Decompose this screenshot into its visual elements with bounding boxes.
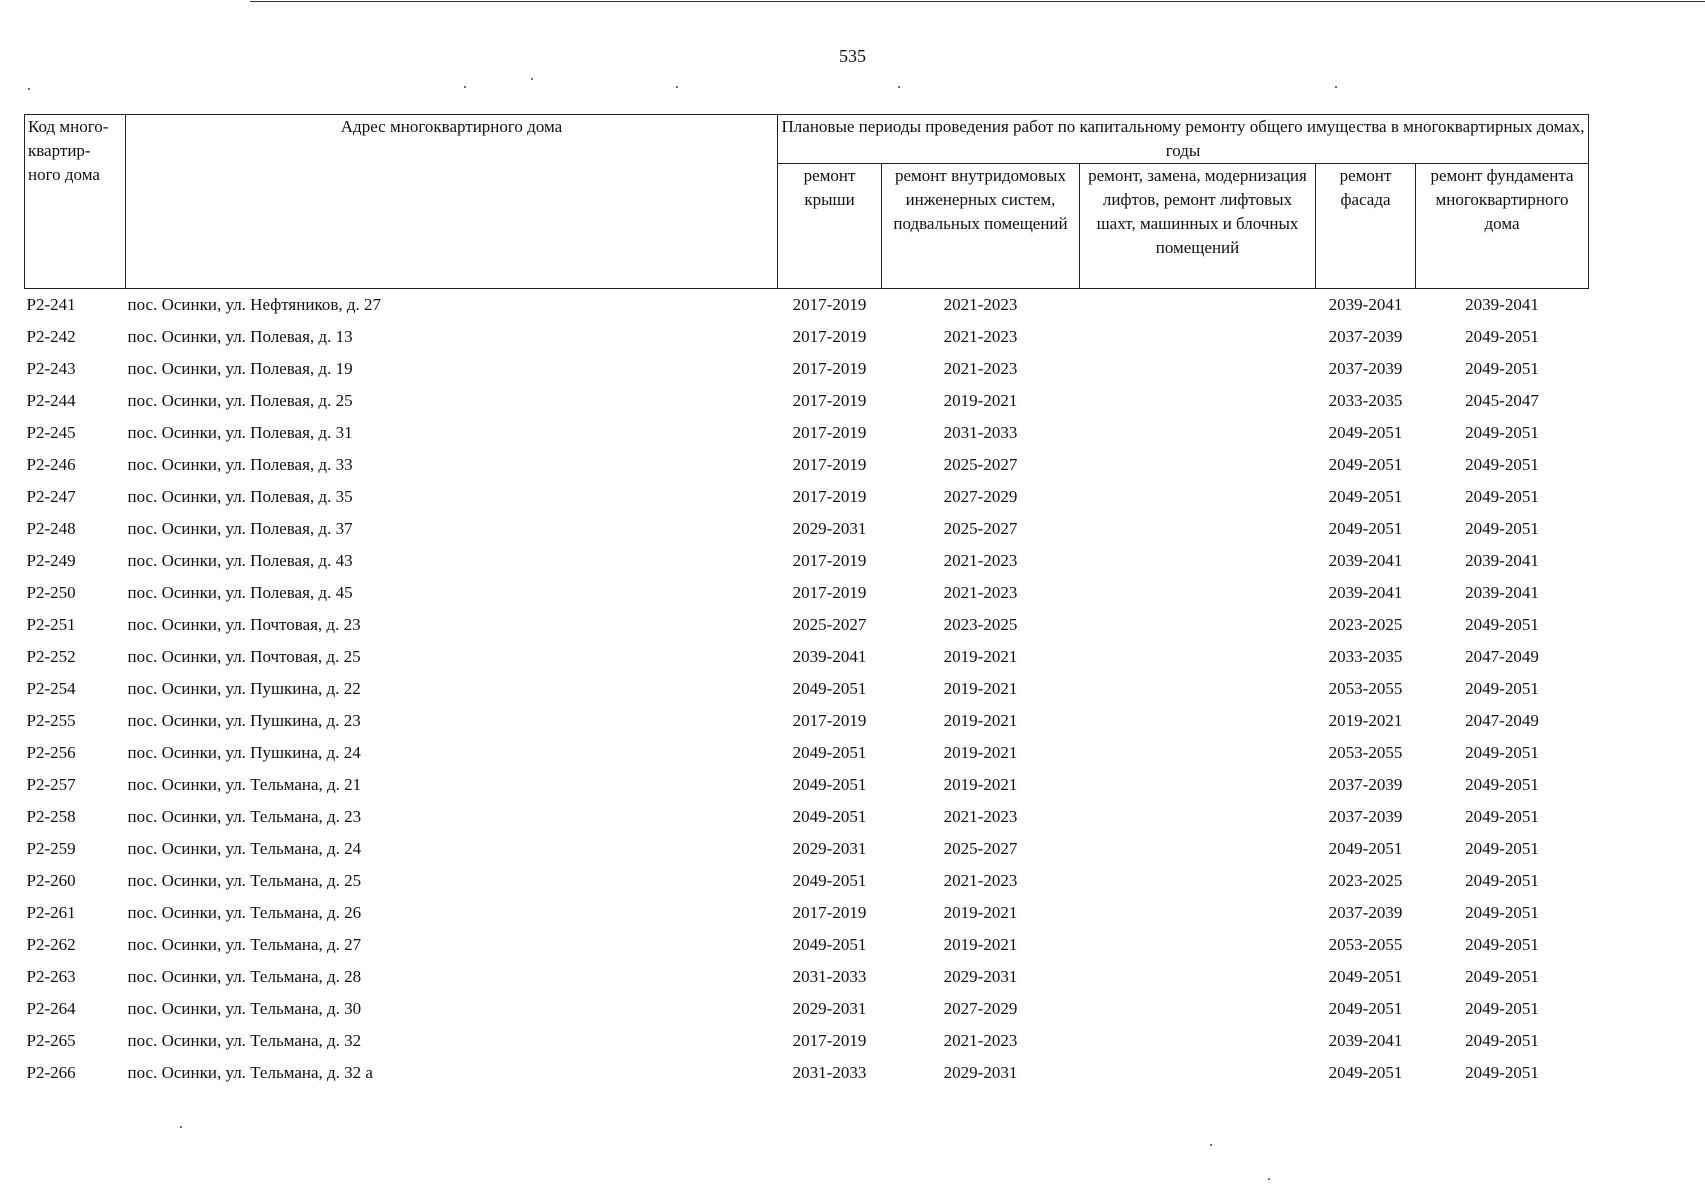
building-code-cell: Р2-250 <box>26 583 76 602</box>
foundation-period-cell: 2049-2051 <box>1465 327 1539 346</box>
facade-period-cell: 2053-2055 <box>1328 935 1403 954</box>
foundation-period-cell: 2049-2051 <box>1465 455 1539 474</box>
scan-speck <box>676 86 678 88</box>
roof-period-cell: 2017-2019 <box>792 359 867 378</box>
building-code-cell: Р2-249 <box>26 551 76 570</box>
building-code-cell: Р2-248 <box>26 519 76 538</box>
building-code-cell: Р2-255 <box>26 711 76 730</box>
engineering-period-cell: 2021-2023 <box>943 295 1018 314</box>
lift-period-cell <box>1080 705 1316 737</box>
roof-period-cell: 2031-2033 <box>792 967 867 986</box>
facade-period-cell: 2049-2051 <box>1328 455 1403 474</box>
roof-period-cell: 2049-2051 <box>792 935 867 954</box>
address-cell: пос. Осинки, ул. Пушкина, д. 24 <box>127 743 361 762</box>
engineering-period-cell: 2019-2021 <box>943 903 1018 922</box>
lift-period-cell <box>1080 641 1316 673</box>
lift-period-cell <box>1080 417 1316 449</box>
engineering-period-cell: 2021-2023 <box>943 871 1018 890</box>
address-cell: пос. Осинки, ул. Полевая, д. 33 <box>127 455 353 474</box>
lift-period-cell <box>1080 961 1316 993</box>
engineering-period-cell: 2021-2023 <box>943 551 1018 570</box>
lift-period-cell <box>1080 1025 1316 1057</box>
building-code-cell: Р2-256 <box>26 743 76 762</box>
facade-period-cell: 2019-2021 <box>1328 711 1403 730</box>
foundation-period-cell: 2049-2051 <box>1465 679 1539 698</box>
foundation-period-cell: 2045-2047 <box>1465 391 1539 410</box>
header-foundation-repair: ремонт фундамента многоквартирного дома <box>1416 164 1589 289</box>
foundation-period-cell: 2049-2051 <box>1465 807 1539 826</box>
foundation-period-cell: 2049-2051 <box>1465 423 1539 442</box>
lift-period-cell <box>1080 993 1316 1025</box>
header-roof-repair: ремонт крыши <box>778 164 882 289</box>
scan-speck <box>464 86 466 88</box>
address-cell: пос. Осинки, ул. Тельмана, д. 27 <box>127 935 362 954</box>
engineering-period-cell: 2025-2027 <box>943 455 1018 474</box>
foundation-period-cell: 2049-2051 <box>1465 935 1539 954</box>
building-code-cell: Р2-259 <box>26 839 76 858</box>
facade-period-cell: 2049-2051 <box>1328 967 1403 986</box>
roof-period-cell: 2049-2051 <box>792 807 867 826</box>
facade-period-cell: 2049-2051 <box>1328 423 1403 442</box>
engineering-period-cell: 2025-2027 <box>943 519 1018 538</box>
facade-period-cell: 2039-2041 <box>1328 583 1403 602</box>
table-row <box>25 641 1589 673</box>
address-cell: пос. Осинки, ул. Тельмана, д. 32 а <box>127 1063 373 1082</box>
foundation-period-cell: 2049-2051 <box>1465 519 1539 538</box>
address-cell: пос. Осинки, ул. Полевая, д. 35 <box>127 487 353 506</box>
engineering-period-cell: 2023-2025 <box>943 615 1018 634</box>
table-row <box>25 577 1589 609</box>
table-row <box>25 993 1589 1025</box>
scan-speck <box>531 78 533 80</box>
foundation-period-cell: 2047-2049 <box>1465 647 1539 666</box>
roof-period-cell: 2049-2051 <box>792 743 867 762</box>
roof-period-cell: 2049-2051 <box>792 679 867 698</box>
foundation-period-cell: 2049-2051 <box>1465 615 1539 634</box>
table-row <box>25 673 1589 705</box>
address-cell: пос. Осинки, ул. Пушкина, д. 22 <box>127 679 361 698</box>
roof-period-cell: 2017-2019 <box>792 1031 867 1050</box>
lift-period-cell <box>1080 577 1316 609</box>
lift-period-cell <box>1080 609 1316 641</box>
engineering-period-cell: 2031-2033 <box>943 423 1018 442</box>
building-code-cell: Р2-266 <box>26 1063 76 1082</box>
foundation-period-cell: 2049-2051 <box>1465 359 1539 378</box>
roof-period-cell: 2017-2019 <box>792 583 867 602</box>
building-code-cell: Р2-244 <box>26 391 76 410</box>
lift-period-cell <box>1080 385 1316 417</box>
address-cell: пос. Осинки, ул. Почтовая, д. 25 <box>127 647 361 666</box>
engineering-period-cell: 2019-2021 <box>943 743 1018 762</box>
header-building-code: Код много-квартир-ного дома <box>25 115 126 289</box>
address-cell: пос. Осинки, ул. Полевая, д. 37 <box>127 519 353 538</box>
foundation-period-cell: 2049-2051 <box>1465 1063 1539 1082</box>
roof-period-cell: 2025-2027 <box>792 615 867 634</box>
table-row <box>25 513 1589 545</box>
roof-period-cell: 2029-2031 <box>792 999 867 1018</box>
table-row <box>25 321 1589 353</box>
engineering-period-cell: 2025-2027 <box>943 839 1018 858</box>
facade-period-cell: 2033-2035 <box>1328 647 1403 666</box>
lift-period-cell <box>1080 929 1316 961</box>
foundation-period-cell: 2049-2051 <box>1465 903 1539 922</box>
facade-period-cell: 2053-2055 <box>1328 679 1403 698</box>
scan-speck <box>898 86 900 88</box>
building-code-cell: Р2-258 <box>26 807 76 826</box>
table-row <box>25 705 1589 737</box>
header-engineering-repair: ремонт внутридомовых инженерных систем, подвальных помещений <box>882 164 1080 289</box>
engineering-period-cell: 2021-2023 <box>943 807 1018 826</box>
facade-period-cell: 2037-2039 <box>1328 359 1403 378</box>
roof-period-cell: 2017-2019 <box>792 455 867 474</box>
facade-period-cell: 2037-2039 <box>1328 807 1403 826</box>
facade-period-cell: 2049-2051 <box>1328 519 1403 538</box>
lift-period-cell <box>1080 833 1316 865</box>
building-code-cell: Р2-265 <box>26 1031 76 1050</box>
building-code-cell: Р2-243 <box>26 359 76 378</box>
engineering-period-cell: 2021-2023 <box>943 327 1018 346</box>
facade-period-cell: 2039-2041 <box>1328 295 1403 314</box>
facade-period-cell: 2037-2039 <box>1328 327 1403 346</box>
address-cell: пос. Осинки, ул. Тельмана, д. 26 <box>127 903 362 922</box>
table-row <box>25 737 1589 769</box>
address-cell: пос. Осинки, ул. Нефтяников, д. 27 <box>127 295 382 314</box>
address-cell: пос. Осинки, ул. Тельмана, д. 32 <box>127 1031 362 1050</box>
facade-period-cell: 2039-2041 <box>1328 551 1403 570</box>
address-cell: пос. Осинки, ул. Тельмана, д. 24 <box>127 839 362 858</box>
engineering-period-cell: 2019-2021 <box>943 647 1018 666</box>
foundation-period-cell: 2049-2051 <box>1465 839 1539 858</box>
facade-period-cell: 2049-2051 <box>1328 999 1403 1018</box>
address-cell: пос. Осинки, ул. Полевая, д. 13 <box>127 327 353 346</box>
address-cell: пос. Осинки, ул. Полевая, д. 31 <box>127 423 353 442</box>
lift-period-cell <box>1080 737 1316 769</box>
building-code-cell: Р2-257 <box>26 775 76 794</box>
engineering-period-cell: 2019-2021 <box>943 935 1018 954</box>
foundation-period-cell: 2049-2051 <box>1465 999 1539 1018</box>
engineering-period-cell: 2029-2031 <box>943 1063 1018 1082</box>
building-code-cell: Р2-262 <box>26 935 76 954</box>
facade-period-cell: 2023-2025 <box>1328 615 1403 634</box>
address-cell: пос. Осинки, ул. Полевая, д. 43 <box>127 551 353 570</box>
roof-period-cell: 2029-2031 <box>792 839 867 858</box>
address-cell: пос. Осинки, ул. Полевая, д. 25 <box>127 391 353 410</box>
roof-period-cell: 2017-2019 <box>792 295 867 314</box>
lift-period-cell <box>1080 481 1316 513</box>
address-cell: пос. Осинки, ул. Тельмана, д. 21 <box>127 775 362 794</box>
foundation-period-cell: 2049-2051 <box>1465 967 1539 986</box>
roof-period-cell: 2031-2033 <box>792 1063 867 1082</box>
header-address: Адрес многоквартирного дома <box>126 115 778 289</box>
header-lift-repair: ремонт, замена, модернизация лифтов, ремонт лифтовых шахт, машинных и блочных помещений <box>1080 164 1316 289</box>
lift-period-cell <box>1080 1057 1316 1089</box>
lift-period-cell <box>1080 449 1316 481</box>
building-code-cell: Р2-260 <box>26 871 76 890</box>
lift-period-cell <box>1080 769 1316 801</box>
scan-speck <box>180 1126 182 1128</box>
foundation-period-cell: 2039-2041 <box>1465 551 1539 570</box>
roof-period-cell: 2029-2031 <box>792 519 867 538</box>
scan-speck <box>1210 1144 1212 1146</box>
engineering-period-cell: 2029-2031 <box>943 967 1018 986</box>
engineering-period-cell: 2027-2029 <box>943 487 1018 506</box>
lift-period-cell <box>1080 673 1316 705</box>
facade-period-cell: 2053-2055 <box>1328 743 1403 762</box>
capital-repair-table <box>24 114 1589 1089</box>
scan-edge-line <box>250 1 1705 2</box>
roof-period-cell: 2017-2019 <box>792 487 867 506</box>
foundation-period-cell: 2049-2051 <box>1465 487 1539 506</box>
address-cell: пос. Осинки, ул. Полевая, д. 45 <box>127 583 353 602</box>
page-number: 535 <box>839 46 866 66</box>
scan-speck <box>1335 86 1337 88</box>
facade-period-cell: 2033-2035 <box>1328 391 1403 410</box>
table-row <box>25 609 1589 641</box>
building-code-cell: Р2-251 <box>26 615 76 634</box>
foundation-period-cell: 2039-2041 <box>1465 583 1539 602</box>
scan-speck <box>28 88 30 90</box>
address-cell: пос. Осинки, ул. Полевая, д. 19 <box>127 359 353 378</box>
facade-period-cell: 2049-2051 <box>1328 1063 1403 1082</box>
building-code-cell: Р2-264 <box>26 999 76 1018</box>
table-row <box>25 289 1589 322</box>
address-cell: пос. Осинки, ул. Тельмана, д. 25 <box>127 871 362 890</box>
building-code-cell: Р2-261 <box>26 903 76 922</box>
address-cell: пос. Осинки, ул. Тельмана, д. 28 <box>127 967 362 986</box>
address-cell: пос. Осинки, ул. Почтовая, д. 23 <box>127 615 361 634</box>
engineering-period-cell: 2019-2021 <box>943 391 1018 410</box>
facade-period-cell: 2037-2039 <box>1328 775 1403 794</box>
lift-period-cell <box>1080 353 1316 385</box>
lift-period-cell <box>1080 545 1316 577</box>
facade-period-cell: 2049-2051 <box>1328 839 1403 858</box>
building-code-cell: Р2-263 <box>26 967 76 986</box>
engineering-period-cell: 2019-2021 <box>943 711 1018 730</box>
table-row <box>25 481 1589 513</box>
building-code-cell: Р2-246 <box>26 455 76 474</box>
roof-period-cell: 2017-2019 <box>792 903 867 922</box>
table-row <box>25 961 1589 993</box>
engineering-period-cell: 2027-2029 <box>943 999 1018 1018</box>
facade-period-cell: 2037-2039 <box>1328 903 1403 922</box>
lift-period-cell <box>1080 897 1316 929</box>
building-code-cell: Р2-245 <box>26 423 76 442</box>
table-row <box>25 417 1589 449</box>
facade-period-cell: 2039-2041 <box>1328 1031 1403 1050</box>
lift-period-cell <box>1080 801 1316 833</box>
table-row <box>25 929 1589 961</box>
header-facade-repair: ремонт фасада <box>1316 164 1416 289</box>
table-row <box>25 897 1589 929</box>
building-code-cell: Р2-247 <box>26 487 76 506</box>
table-row <box>25 385 1589 417</box>
roof-period-cell: 2017-2019 <box>792 551 867 570</box>
table-row <box>25 545 1589 577</box>
roof-period-cell: 2017-2019 <box>792 423 867 442</box>
roof-period-cell: 2017-2019 <box>792 711 867 730</box>
header-planned-periods: Плановые периоды проведения работ по капитальному ремонту общего имущества в многоквартирных домах, годы <box>778 115 1589 164</box>
engineering-period-cell: 2019-2021 <box>943 775 1018 794</box>
foundation-period-cell: 2047-2049 <box>1465 711 1539 730</box>
facade-period-cell: 2049-2051 <box>1328 487 1403 506</box>
table-row <box>25 801 1589 833</box>
roof-period-cell: 2017-2019 <box>792 391 867 410</box>
table-body <box>25 289 1589 1090</box>
table-row <box>25 449 1589 481</box>
table-row <box>25 1057 1589 1089</box>
foundation-period-cell: 2049-2051 <box>1465 871 1539 890</box>
lift-period-cell <box>1080 321 1316 353</box>
lift-period-cell <box>1080 513 1316 545</box>
address-cell: пос. Осинки, ул. Тельмана, д. 30 <box>127 999 362 1018</box>
lift-period-cell <box>1080 865 1316 897</box>
building-code-cell: Р2-252 <box>26 647 76 666</box>
engineering-period-cell: 2021-2023 <box>943 1031 1018 1050</box>
table-row <box>25 769 1589 801</box>
address-cell: пос. Осинки, ул. Тельмана, д. 23 <box>127 807 362 826</box>
table-row <box>25 833 1589 865</box>
roof-period-cell: 2049-2051 <box>792 871 867 890</box>
engineering-period-cell: 2021-2023 <box>943 359 1018 378</box>
foundation-period-cell: 2049-2051 <box>1465 775 1539 794</box>
table-row <box>25 1025 1589 1057</box>
roof-period-cell: 2039-2041 <box>792 647 867 666</box>
scan-speck <box>1268 1178 1270 1180</box>
table-row <box>25 865 1589 897</box>
engineering-period-cell: 2021-2023 <box>943 583 1018 602</box>
building-code-cell: Р2-242 <box>26 327 76 346</box>
facade-period-cell: 2023-2025 <box>1328 871 1403 890</box>
building-code-cell: Р2-254 <box>26 679 76 698</box>
foundation-period-cell: 2049-2051 <box>1465 1031 1539 1050</box>
address-cell: пос. Осинки, ул. Пушкина, д. 23 <box>127 711 361 730</box>
foundation-period-cell: 2039-2041 <box>1465 295 1539 314</box>
foundation-period-cell: 2049-2051 <box>1465 743 1539 762</box>
engineering-period-cell: 2019-2021 <box>943 679 1018 698</box>
lift-period-cell <box>1080 289 1316 322</box>
roof-period-cell: 2049-2051 <box>792 775 867 794</box>
building-code-cell: Р2-241 <box>26 295 76 314</box>
table-row <box>25 353 1589 385</box>
roof-period-cell: 2017-2019 <box>792 327 867 346</box>
